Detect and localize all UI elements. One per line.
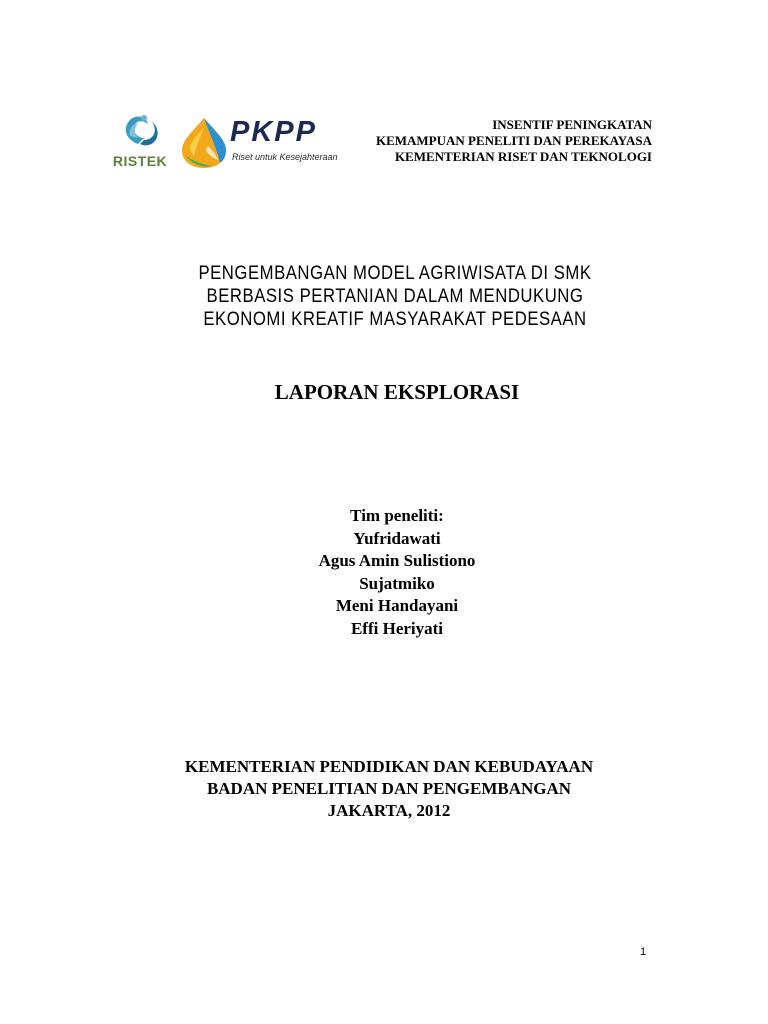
ristek-logo-text: RISTEK	[112, 153, 168, 169]
institution-line: BADAN PENELITIAN DAN PENGEMBANGAN	[206, 779, 572, 798]
title-line: EKONOMI KREATIF MASYARAKAT PEDESAAN	[203, 309, 587, 330]
institution-line: KEMENTERIAN PENDIDIKAN DAN KEBUDAYAAN	[184, 757, 594, 776]
team-member: Effi Heriyati	[350, 618, 444, 638]
institution-line: JAKARTA, 2012	[327, 801, 451, 820]
pkpp-logo-text: PKPP	[230, 116, 317, 148]
research-team	[0, 505, 768, 640]
header	[108, 110, 652, 174]
pkpp-tagline: Riset untuk Kesejahteraan	[232, 152, 338, 162]
program-heading-line: INSENTIF PENINGKATAN	[492, 117, 652, 132]
team-member: Meni Handayani	[335, 596, 459, 615]
team-member: Agus Amin Sulistiono	[318, 551, 476, 570]
program-heading-line: KEMENTERIAN RISET DAN TEKNOLOGI	[394, 149, 652, 164]
title-line: PENGEMBANGAN MODEL AGRIWISATA DI SMK	[198, 263, 592, 284]
document-title	[135, 262, 654, 331]
team-heading: Tim peneliti:	[350, 506, 444, 525]
institution-block	[0, 756, 768, 822]
team-member: Sujatmiko	[359, 573, 435, 593]
program-heading-line: KEMAMPUAN PENELITI DAN PEREKAYASA	[375, 133, 652, 148]
page-number: 1	[640, 946, 647, 958]
team-member: Yufridawati	[353, 528, 441, 548]
program-heading	[376, 117, 652, 165]
report-type-label: LAPORAN EKSPLORASI	[274, 380, 520, 404]
title-line: BERBASIS PERTANIAN DALAM MENDUKUNG	[206, 286, 584, 307]
pkpp-drop-icon	[178, 116, 230, 170]
